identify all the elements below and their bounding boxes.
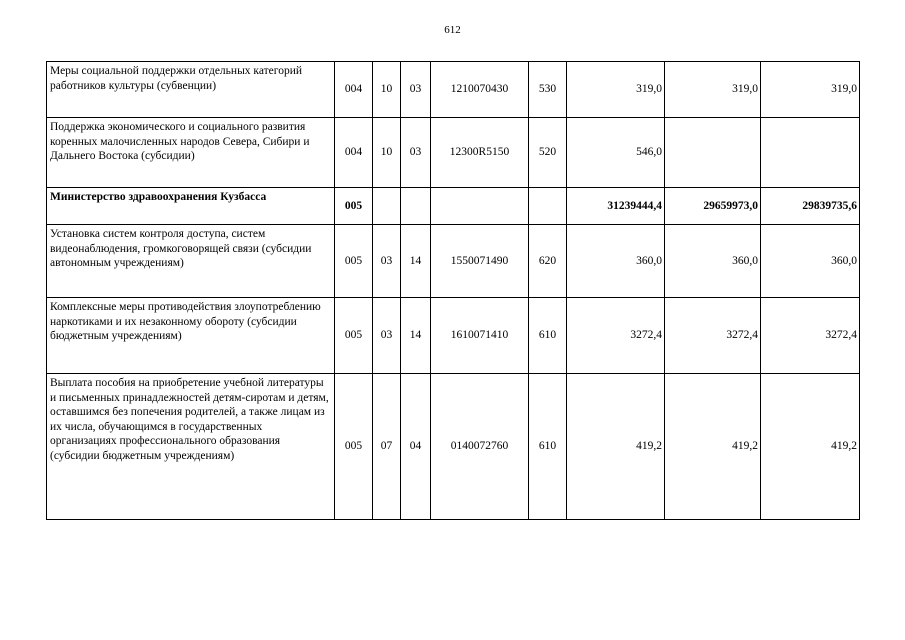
- amount-year-3: [761, 118, 860, 188]
- subsection-code: [401, 188, 431, 225]
- target-article-code: 1210070430: [431, 62, 529, 118]
- budget-table: [46, 61, 860, 520]
- section-code: 10: [373, 62, 401, 118]
- subsection-code: 03: [401, 118, 431, 188]
- section-code: 10: [373, 118, 401, 188]
- target-article-code: 0140072760: [431, 374, 529, 520]
- row-description: Меры социальной поддержки отдельных категорий работников культуры (субвенции): [47, 62, 335, 118]
- expense-type-code: 610: [529, 374, 567, 520]
- amount-year-2: [665, 118, 761, 188]
- row-description: Установка систем контроля доступа, систем видеонаблюдения, громкоговорящей связи (субсидии автономным учреждениям): [47, 225, 335, 298]
- amount-year-1: 319,0: [567, 62, 665, 118]
- amount-year-2: 419,2: [665, 374, 761, 520]
- table-row-ministry-total: [47, 188, 860, 225]
- table-row: [47, 225, 860, 298]
- row-description: Комплексные меры противодействия злоупотреблению наркотиками и их незаконному обороту (субсидии бюджетным учреждениям): [47, 298, 335, 374]
- expense-type-code: 530: [529, 62, 567, 118]
- amount-year-3: 360,0: [761, 225, 860, 298]
- ministry-code: 005: [335, 225, 373, 298]
- subsection-code: 14: [401, 225, 431, 298]
- amount-year-3: 3272,4: [761, 298, 860, 374]
- section-code: [373, 188, 401, 225]
- expense-type-code: 620: [529, 225, 567, 298]
- amount-year-2: 360,0: [665, 225, 761, 298]
- amount-year-3: 319,0: [761, 62, 860, 118]
- amount-year-1: 3272,4: [567, 298, 665, 374]
- target-article-code: 12300R5150: [431, 118, 529, 188]
- target-article-code: 1550071490: [431, 225, 529, 298]
- expense-type-code: [529, 188, 567, 225]
- target-article-code: 1610071410: [431, 298, 529, 374]
- subsection-code: 14: [401, 298, 431, 374]
- ministry-code: 005: [335, 374, 373, 520]
- table-row: [47, 118, 860, 188]
- section-code: 03: [373, 298, 401, 374]
- expense-type-code: 610: [529, 298, 567, 374]
- amount-year-2: 29659973,0: [665, 188, 761, 225]
- section-code: 07: [373, 374, 401, 520]
- table-row: [47, 62, 860, 118]
- section-code: 03: [373, 225, 401, 298]
- expense-type-code: 520: [529, 118, 567, 188]
- ministry-code: 005: [335, 188, 373, 225]
- amount-year-1: 546,0: [567, 118, 665, 188]
- ministry-code: 004: [335, 62, 373, 118]
- row-description: Поддержка экономического и социального развития коренных малочисленных народов Севера, Сибири и Дальнего Востока (субсидии): [47, 118, 335, 188]
- ministry-code: 004: [335, 118, 373, 188]
- ministry-code: 005: [335, 298, 373, 374]
- amount-year-3: 29839735,6: [761, 188, 860, 225]
- row-description: Министерство здравоохранения Кузбасса: [47, 188, 335, 225]
- amount-year-1: 419,2: [567, 374, 665, 520]
- amount-year-3: 419,2: [761, 374, 860, 520]
- page-number: 612: [444, 24, 461, 36]
- subsection-code: 04: [401, 374, 431, 520]
- table-row: [47, 298, 860, 374]
- subsection-code: 03: [401, 62, 431, 118]
- amount-year-2: 319,0: [665, 62, 761, 118]
- amount-year-1: 360,0: [567, 225, 665, 298]
- table-row: [47, 374, 860, 520]
- row-description: Выплата пособия на приобретение учебной литературы и письменных принадлежностей детям-сиротам и детям, оставшимся без попечения родителей, а также лицам из их числа, обучающимся в государственных организациях профессионального образования (субсидии бюджетным учреждениям): [47, 374, 335, 520]
- amount-year-1: 31239444,4: [567, 188, 665, 225]
- target-article-code: [431, 188, 529, 225]
- amount-year-2: 3272,4: [665, 298, 761, 374]
